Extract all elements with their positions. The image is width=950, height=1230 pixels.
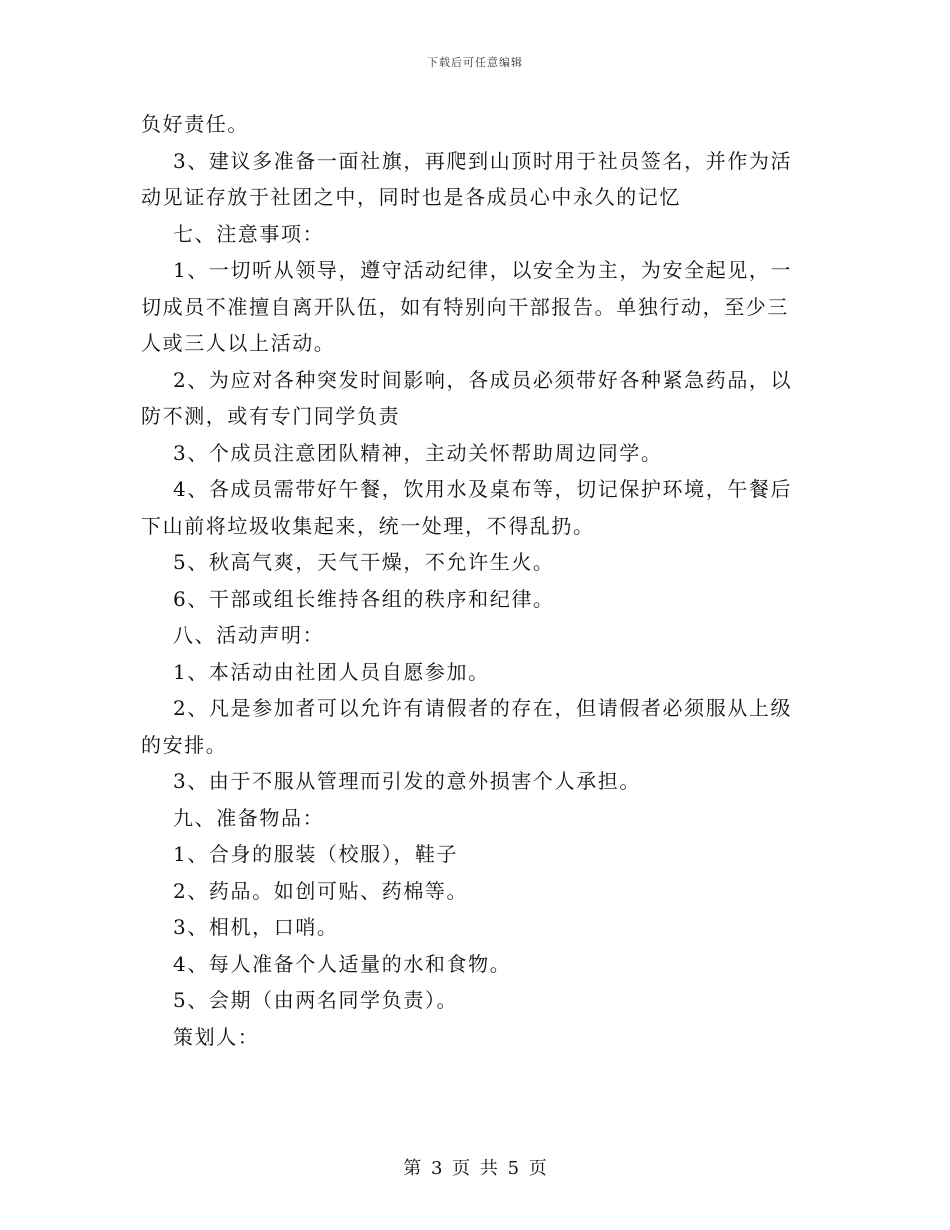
- text-line: 1、合身的服装（校服），鞋子: [173, 842, 459, 866]
- text-line: 3、由于不服从管理而引发的意外损害个人承担。: [173, 769, 641, 793]
- text-line: 3、相机，口哨。: [173, 915, 339, 939]
- text-line: 2、药品。如创可贴、药棉等。: [173, 878, 469, 903]
- text-line: 动见证存放于社团之中，同时也是各成员心中永久的记忆: [141, 185, 681, 209]
- text-line: 2、凡是参加者可以允许有请假者的存在，但请假者必须服从上级: [173, 696, 793, 720]
- text-line: 5、会期（由两名同学负责）。: [173, 988, 459, 1012]
- text-line: 九、准备物品：: [173, 805, 325, 830]
- text-line: 4、每人准备个人适量的水和食物。: [173, 951, 512, 976]
- text-line: 下山前将垃圾收集起来，统一处理，不得乱扔。: [141, 513, 595, 538]
- text-line: 6、干部或组长维持各组的秩序和纪律。: [173, 586, 555, 611]
- text-line: 5、秋高气爽，天气干燥，不允许生火。: [173, 550, 555, 574]
- page-header: 下载后可任意编辑: [427, 56, 523, 69]
- page-footer: 第 3 页 共 5 页: [403, 1158, 547, 1179]
- text-line: 3、建议多准备一面社旗，再爬到山顶时用于社员签名，并作为活: [173, 148, 793, 173]
- text-line: 人或三人以上活动。: [141, 331, 336, 355]
- text-line: 1、一切听从领导，遵守活动纪律，以安全为主，为安全起见，一: [173, 258, 793, 282]
- text-line: 1、本活动由社团人员自愿参加。: [173, 659, 490, 684]
- text-line: 切成员不准擅自离开队伍，如有特别向干部报告。单独行动，至少三: [141, 294, 789, 319]
- text-line: 七、注意事项：: [173, 221, 325, 246]
- text-line: 策划人：: [173, 1024, 260, 1049]
- text-line: 的安排。: [141, 732, 228, 757]
- text-line: 4、各成员需带好午餐，饮用水及桌布等，切记保护环境，午餐后: [173, 477, 793, 501]
- text-line: 防不测，或有专门同学负责: [141, 404, 401, 428]
- text-line: 八、活动声明：: [173, 623, 325, 647]
- document-body: [141, 106, 811, 1055]
- text-line: 负好责任。: [141, 112, 249, 136]
- text-line: 3、个成员注意团队精神，主动关怀帮助周边同学。: [173, 440, 663, 465]
- text-line: 2、为应对各种突发时间影响，各成员必须带好各种紧急药品，以: [173, 367, 793, 392]
